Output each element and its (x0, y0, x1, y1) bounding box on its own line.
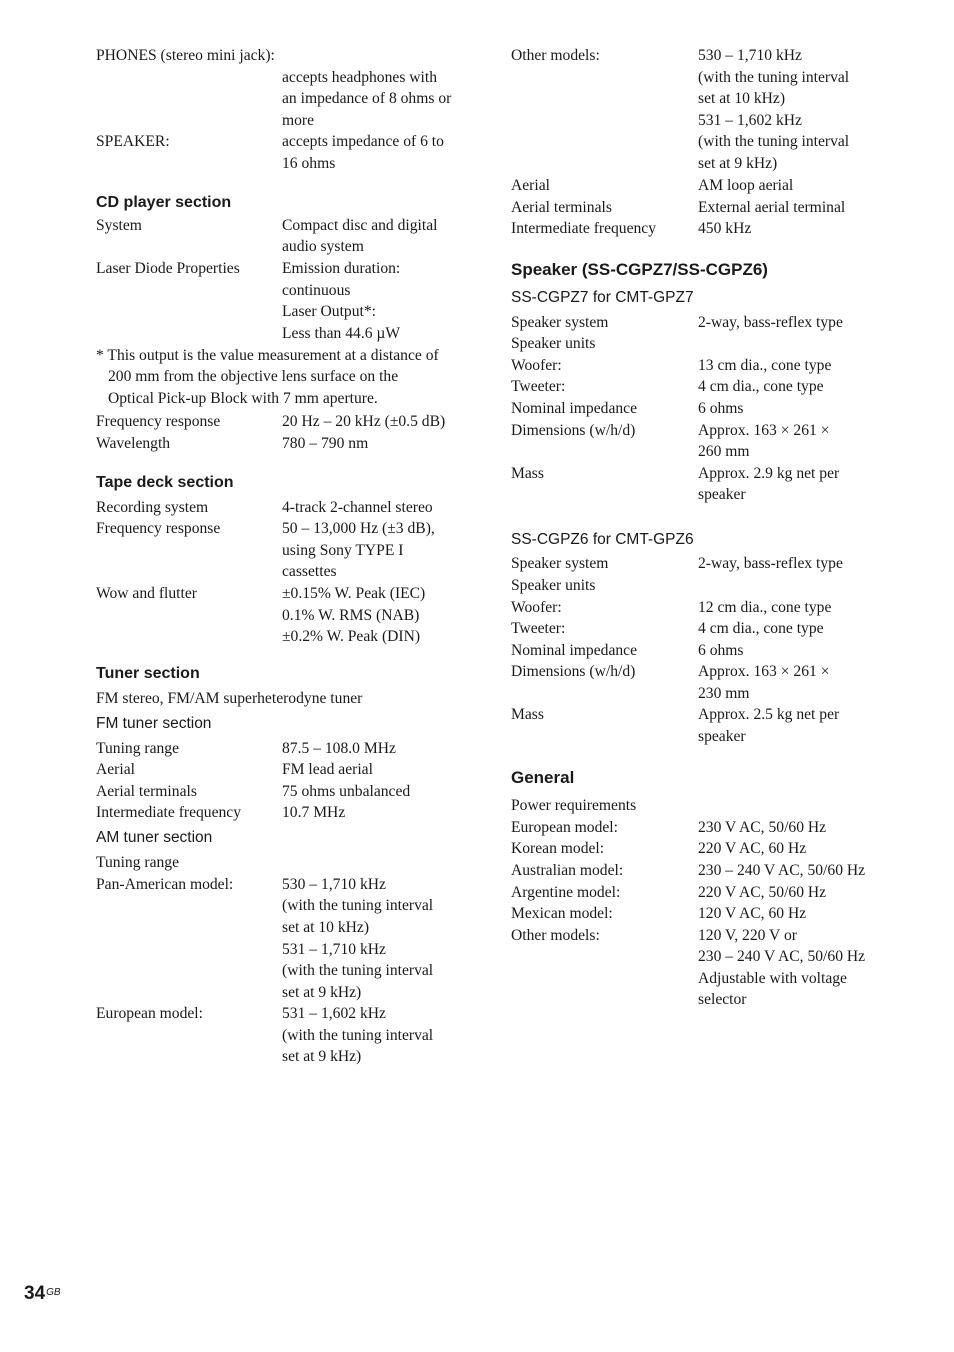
gpz6-impedance-label: Nominal impedance (511, 642, 638, 659)
am-row-label: Aerial (511, 177, 550, 194)
laser-value-line: Emission duration: (282, 260, 401, 277)
gpz7-mass-value-line: Approx. 2.9 kg net per (698, 465, 840, 482)
am-tuner-heading: AM tuner section (96, 829, 213, 846)
power-row-value: 220 V AC, 50/60 Hz (698, 884, 827, 901)
gpz6-units-label: Speaker units (511, 577, 596, 594)
fm-row-label: Tuning range (96, 740, 180, 757)
other-models-label: Other models: (511, 47, 600, 64)
gpz6-dimensions-label: Dimensions (w/h/d) (511, 663, 636, 680)
pan-american-value-line: set at 10 kHz) (282, 919, 370, 936)
power-row-label: Mexican model: (511, 905, 613, 922)
am-row-value: 450 kHz (698, 220, 752, 237)
power-row-label: Australian model: (511, 862, 624, 879)
fm-row-value: FM lead aerial (282, 761, 373, 778)
phones-value-line: an impedance of 8 ohms or (282, 90, 452, 107)
tape-freq-label: Frequency response (96, 520, 221, 537)
gpz7-woofer-label: Woofer: (511, 357, 562, 374)
european-label: European model: (96, 1005, 203, 1022)
wow-value-line: 0.1% W. RMS (NAB) (282, 607, 420, 624)
power-other-value-line: 120 V, 220 V or (698, 927, 797, 944)
gpz6-mass-value-line: speaker (698, 728, 746, 745)
fm-row-value: 87.5 – 108.0 MHz (282, 740, 396, 757)
gpz7-dimensions-value-line: Approx. 163 × 261 × (698, 422, 830, 439)
gpz6-tweeter-label: Tweeter: (511, 620, 566, 637)
other-models-value-line: set at 10 kHz) (698, 90, 786, 107)
european-value-line: (with the tuning interval (282, 1027, 434, 1044)
gpz6-tweeter-value: 4 cm dia., cone type (698, 620, 824, 637)
gpz7-impedance-label: Nominal impedance (511, 400, 638, 417)
cd-freq-label: Frequency response (96, 413, 221, 430)
gpz6-subheading: SS-CGPZ6 for CMT-GPZ6 (511, 531, 694, 548)
cd-section-heading: CD player section (96, 194, 232, 211)
power-row-value: 230 V AC, 50/60 Hz (698, 819, 827, 836)
gpz7-impedance-value: 6 ohms (698, 400, 744, 417)
pan-american-value-line: set at 9 kHz) (282, 984, 362, 1001)
fm-row-value: 10.7 MHz (282, 804, 346, 821)
fm-row-label: Aerial terminals (96, 783, 197, 800)
tape-rec-value: 4-track 2-channel stereo (282, 499, 433, 516)
gpz7-subheading: SS-CGPZ7 for CMT-GPZ7 (511, 289, 694, 306)
cd-footnote-line: Optical Pick-up Block with 7 mm aperture. (108, 390, 378, 407)
gpz7-woofer-value: 13 cm dia., cone type (698, 357, 832, 374)
pan-american-value-line: (with the tuning interval (282, 962, 434, 979)
cd-freq-value: 20 Hz – 20 kHz (±0.5 dB) (282, 413, 446, 430)
gpz6-mass-value-line: Approx. 2.5 kg net per (698, 706, 840, 723)
power-row-label: Argentine model: (511, 884, 621, 901)
fm-row-label: Intermediate frequency (96, 804, 242, 821)
gpz7-tweeter-value: 4 cm dia., cone type (698, 378, 824, 395)
other-models-value-line: 530 – 1,710 kHz (698, 47, 802, 64)
gpz7-system-label: Speaker system (511, 314, 609, 331)
gpz6-dimensions-value-line: Approx. 163 × 261 × (698, 663, 830, 680)
laser-value-line: Laser Output*: (282, 303, 376, 320)
wavelength-label: Wavelength (96, 435, 171, 452)
am-row-value: AM loop aerial (698, 177, 794, 194)
laser-value-line: Less than 44.6 µW (282, 325, 401, 342)
gpz7-dimensions-value-line: 260 mm (698, 443, 750, 460)
tape-rec-label: Recording system (96, 499, 209, 516)
pan-american-value-line: 531 – 1,710 kHz (282, 941, 386, 958)
cd-footnote-line: 200 mm from the objective lens surface on the (108, 368, 399, 385)
gpz6-impedance-value: 6 ohms (698, 642, 744, 659)
pan-american-value-line: (with the tuning interval (282, 897, 434, 914)
power-row-label: European model: (511, 819, 618, 836)
other-models-value-line: set at 9 kHz) (698, 155, 778, 172)
speaker-label: SPEAKER: (96, 133, 170, 150)
gpz7-units-label: Speaker units (511, 335, 596, 352)
fm-tuner-heading: FM tuner section (96, 715, 212, 732)
other-models-value-line: (with the tuning interval (698, 133, 850, 150)
power-other-label: Other models: (511, 927, 600, 944)
tape-freq-value-line: 50 – 13,000 Hz (±3 dB), (282, 520, 435, 537)
power-row-value: 120 V AC, 60 Hz (698, 905, 807, 922)
laser-value-line: continuous (282, 282, 351, 299)
cd-system-label: System (96, 217, 142, 234)
power-other-value-line: 230 – 240 V AC, 50/60 Hz (698, 948, 866, 965)
gpz6-system-value: 2-way, bass-reflex type (698, 555, 843, 572)
gpz6-mass-label: Mass (511, 706, 544, 723)
cd-system-value-line: Compact disc and digital (282, 217, 438, 234)
am-row-label: Aerial terminals (511, 199, 612, 216)
speaker-section-heading: Speaker (SS-CGPZ7/SS-CGPZ6) (511, 260, 768, 279)
gpz6-dimensions-value-line: 230 mm (698, 685, 750, 702)
wow-value-line: ±0.2% W. Peak (DIN) (282, 628, 421, 645)
gpz7-mass-label: Mass (511, 465, 544, 482)
gpz6-system-label: Speaker system (511, 555, 609, 572)
phones-value-line: more (282, 112, 315, 129)
page-number (24, 1283, 61, 1305)
am-row-label: Intermediate frequency (511, 220, 657, 237)
other-models-value-line: (with the tuning interval (698, 69, 850, 86)
european-value-line: set at 9 kHz) (282, 1048, 362, 1065)
gpz7-system-value: 2-way, bass-reflex type (698, 314, 843, 331)
speaker-value-line: 16 ohms (282, 155, 336, 172)
tape-freq-value-line: using Sony TYPE I (282, 542, 404, 559)
power-row-label: Korean model: (511, 840, 605, 857)
fm-row-value: 75 ohms unbalanced (282, 783, 411, 800)
power-other-value-line: Adjustable with voltage (698, 970, 847, 987)
tuner-section-heading: Tuner section (96, 665, 200, 682)
gpz6-woofer-label: Woofer: (511, 599, 562, 616)
tape-freq-value-line: cassettes (282, 563, 337, 580)
power-other-value-line: selector (698, 991, 747, 1008)
gpz7-tweeter-label: Tweeter: (511, 378, 566, 395)
phones-value-line: accepts headphones with (282, 69, 438, 86)
page-number-value: 34 (24, 1283, 46, 1304)
phones-label: PHONES (stereo mini jack): (96, 47, 275, 64)
pan-american-label: Pan-American model: (96, 876, 234, 893)
laser-label: Laser Diode Properties (96, 260, 240, 277)
cd-footnote-line: * This output is the value measurement at a distance of (96, 347, 439, 364)
power-row-value: 220 V AC, 60 Hz (698, 840, 807, 857)
fm-row-label: Aerial (96, 761, 135, 778)
gpz6-woofer-value: 12 cm dia., cone type (698, 599, 832, 616)
gpz7-mass-value-line: speaker (698, 486, 746, 503)
tuner-description: FM stereo, FM/AM superheterodyne tuner (96, 690, 363, 707)
wavelength-value: 780 – 790 nm (282, 435, 369, 452)
tape-section-heading: Tape deck section (96, 474, 234, 491)
wow-value-line: ±0.15% W. Peak (IEC) (282, 585, 426, 602)
wow-label: Wow and flutter (96, 585, 197, 602)
cd-system-value-line: audio system (282, 238, 364, 255)
speaker-value-line: accepts impedance of 6 to (282, 133, 444, 150)
general-section-heading: General (511, 768, 575, 787)
power-row-value: 230 – 240 V AC, 50/60 Hz (698, 862, 866, 879)
am-row-value: External aerial terminal (698, 199, 846, 216)
pan-american-value-line: 530 – 1,710 kHz (282, 876, 386, 893)
am-tuning-label: Tuning range (96, 854, 180, 871)
page-number-suffix: GB (46, 1287, 61, 1298)
other-models-value-line: 531 – 1,602 kHz (698, 112, 802, 129)
gpz7-dimensions-label: Dimensions (w/h/d) (511, 422, 636, 439)
european-value-line: 531 – 1,602 kHz (282, 1005, 386, 1022)
power-requirements-label: Power requirements (511, 797, 637, 814)
